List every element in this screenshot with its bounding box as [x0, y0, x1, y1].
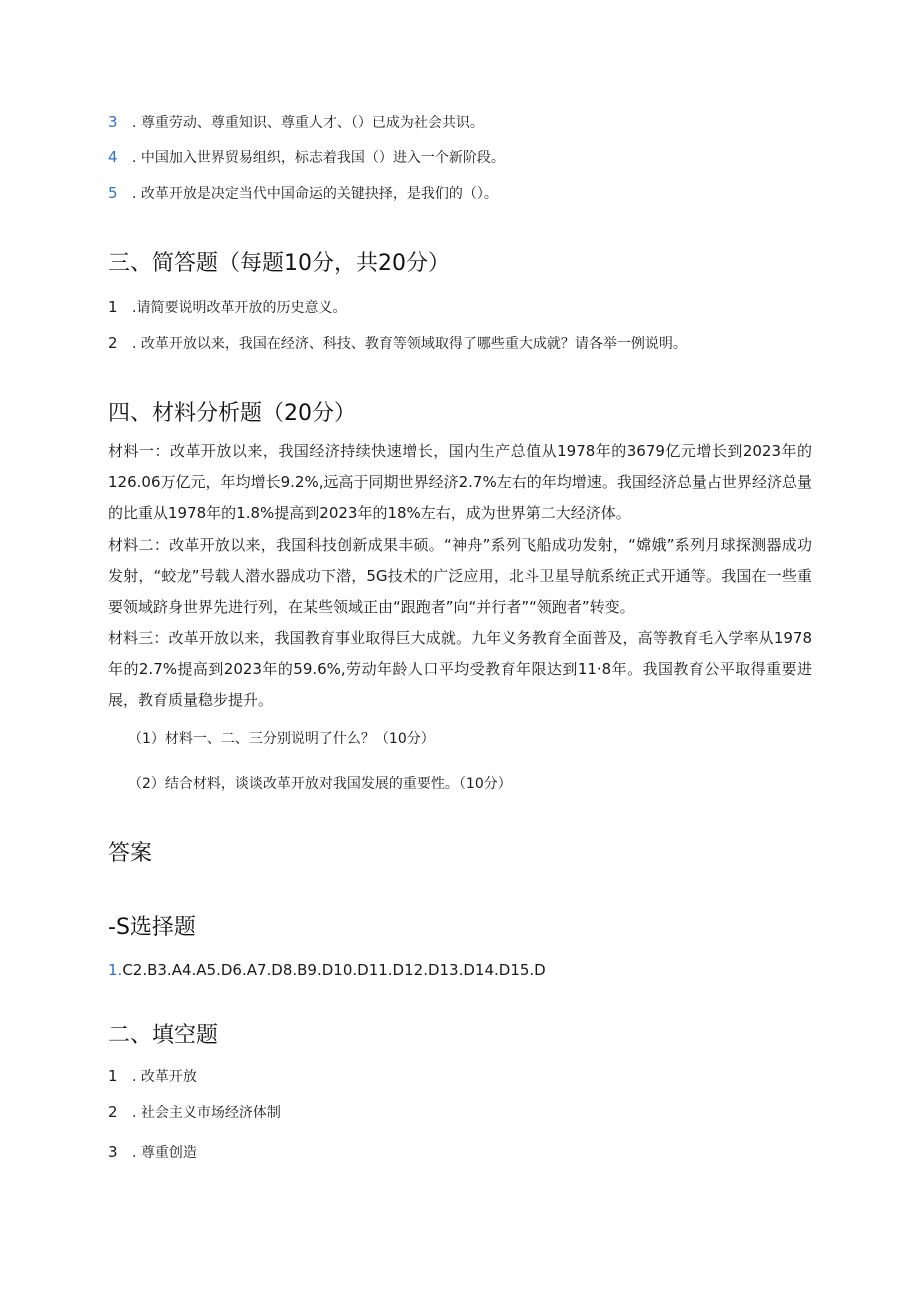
fill-blank-item-5	[108, 183, 498, 204]
material-2: 材料二：改革开放以来，我国科技创新成果丰硕。“神舟”系列飞船成功发射，“嫦娥”系列月球探测器成功发射，“蛟龙”号载人潜水器成功下潜，5G技术的广泛应用，北斗卫星导航系统正式开通等。我国在一些重要领域跻身世界先进行列，在某些领域正由“跟跑者”向“并行者”“领跑者”转变。	[108, 536, 812, 616]
fill-blank-item-3	[108, 112, 484, 133]
short-answer-question-2	[108, 333, 687, 354]
sub-question-1: （1）材料一、二、三分别说明了什么？（10分）	[128, 731, 435, 747]
fill-answer-3	[108, 1142, 197, 1163]
choice-answer-first-number: 1.	[108, 961, 123, 979]
item-text: . 改革开放是决定当代中国命运的关键抉择，是我们的（）。	[132, 186, 498, 202]
short-answer-question-1	[108, 297, 346, 318]
item-number: 1	[108, 1067, 118, 1085]
material-3: 材料三：改革开放以来，我国教育事业取得巨大成就。九年义务教育全面普及，高等教育毛入学率从1978年的2.7%提高到2023年的59.6%,劳动年龄人口平均受教育年限达到11·8年。我国教育公平取得重要进展，教育质量稳步提升。	[108, 629, 812, 709]
choice-answers-heading: -S选择题	[108, 915, 196, 940]
item-text: . 中国加入世界贸易组织，标志着我国（）进入一个新阶段。	[132, 150, 505, 166]
item-text: . 尊重劳动、尊重知识、尊重人才、（）已成为社会共识。	[132, 115, 484, 131]
choice-answers-line	[108, 961, 546, 979]
material-1: 材料一：改革开放以来，我国经济持续快速增长，国内生产总值从1978年的3679亿元增长到2023年的126.06万亿元，年均增长9.2%,远高于同期世界经济2.7%左右的年均增速。我国经济总量占世界经济总量的比重从1978年的1.8%提高到2023年的18%左右，成为世界第二大经济体。	[108, 442, 812, 522]
item-number: 4	[108, 148, 118, 166]
section-4-heading: 四、材料分析题（20分）	[108, 401, 356, 426]
item-text: . 社会主义市场经济体制	[132, 1105, 281, 1121]
item-text: . 改革开放以来，我国在经济、科技、教育等领域取得了哪些重大成就？请各举一例说明。	[132, 336, 687, 352]
item-number: 3	[108, 1143, 118, 1161]
item-text: . 尊重创造	[132, 1145, 197, 1161]
fill-answers-heading: 二、填空题	[108, 1023, 219, 1048]
sub-question-2: （2）结合材料，谈谈改革开放对我国发展的重要性。（10分）	[128, 776, 512, 792]
item-number: 5	[108, 184, 118, 202]
section-3-heading: 三、简答题（每题10分，共20分）	[108, 251, 450, 276]
item-number: 2	[108, 334, 118, 352]
fill-answer-1	[108, 1066, 197, 1087]
fill-answer-2	[108, 1102, 281, 1123]
item-number: 3	[108, 113, 118, 131]
item-text: . 改革开放	[132, 1069, 197, 1085]
item-number: 1	[108, 298, 118, 316]
item-number: 2	[108, 1103, 118, 1121]
choice-answer-list: C2.B3.A4.A5.D6.A7.D8.B9.D10.D11.D12.D13.D14.D15.D	[122, 961, 546, 979]
answers-heading: 答案	[108, 841, 153, 866]
item-text: .请简要说明改革开放的历史意义。	[132, 300, 347, 316]
fill-blank-item-4	[108, 147, 505, 168]
